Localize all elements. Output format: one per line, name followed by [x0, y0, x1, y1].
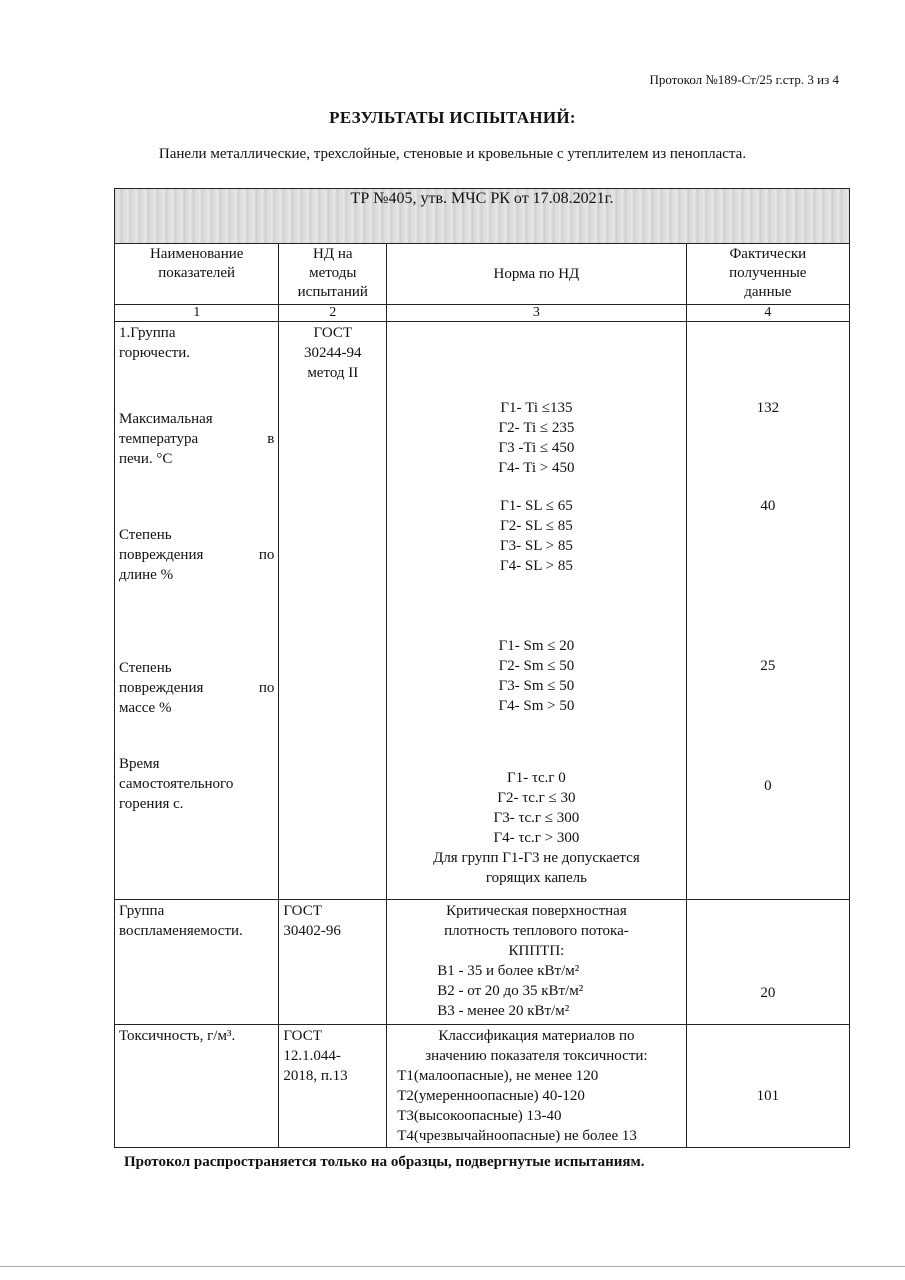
norm-heading-line: Критическая поверхностная — [446, 903, 627, 919]
column-header-method — [279, 244, 387, 305]
group-label-line: горючести. — [119, 345, 190, 361]
label-word: по — [258, 547, 275, 563]
flammability-value: 132 — [756, 400, 780, 416]
page-title: РЕЗУЛЬТАТЫ ИСПЫТАНИЙ: — [329, 108, 576, 127]
norm-line: Г3 -Ti ≤ 450 — [498, 440, 575, 456]
toxicity-value-cell — [686, 1025, 849, 1148]
page-subtitle: Панели металлические, трехслойные, стеновые и кровельные с утеплителем из пенопласта. — [158, 146, 747, 162]
ignitability-method-cell — [279, 900, 387, 1025]
method-line: ГОСТ — [283, 1028, 322, 1044]
column-number: 4 — [686, 305, 849, 322]
method-line: 30402-96 — [283, 923, 341, 939]
column-header-line: Норма по НД — [493, 265, 580, 282]
column-header-line: Наименование — [149, 246, 244, 262]
label-line: печи. °С — [119, 451, 173, 467]
norm-line: Т2(умеренноопасные) 40-120 — [397, 1088, 585, 1104]
norm-line: Г4- τс.г > 300 — [493, 830, 580, 846]
column-header-line: испытаний — [297, 284, 368, 300]
flammability-param-label — [119, 525, 274, 585]
method-line: 12.1.044- — [283, 1048, 341, 1064]
norm-heading-line: значению показателя токсичности: — [425, 1048, 648, 1064]
label-line: Степень — [119, 660, 172, 676]
label-line — [119, 429, 274, 449]
norm-line: Г3- Sm ≤ 50 — [498, 678, 575, 694]
flammability-norms — [391, 636, 681, 716]
norm-line: Г3- SL > 85 — [500, 538, 573, 554]
label-line: горения с. — [119, 796, 184, 812]
column-header-norm — [387, 244, 686, 305]
norm-line: Г4- SL > 85 — [500, 558, 573, 574]
column-header-actual — [686, 244, 849, 305]
norm-line: В1 - 35 и более кВт/м² — [437, 963, 580, 979]
column-header-line: показателей — [158, 265, 236, 281]
ignitability-norms — [391, 961, 681, 1021]
flammability-method-cell — [279, 322, 387, 900]
flammability-value: 25 — [760, 658, 776, 674]
flammability-values-cell — [686, 322, 849, 900]
label-line: Группа — [119, 903, 165, 919]
toxicity-value: 101 — [756, 1088, 780, 1104]
flammability-param-label — [119, 658, 274, 718]
norm-line: горящих капель — [485, 870, 587, 886]
norm-line: Г1- Sm ≤ 20 — [498, 638, 575, 654]
flammability-norms — [391, 768, 681, 888]
table-row-flammability — [115, 322, 850, 900]
label-line: самостоятельного — [119, 776, 234, 792]
label-word: повреждения — [119, 680, 204, 696]
norm-line: Г1- τс.г 0 — [507, 770, 566, 786]
norm-line: В2 - от 20 до 35 кВт/м² — [437, 983, 584, 999]
ignitability-norm-heading — [391, 901, 681, 961]
toxicity-method — [283, 1026, 382, 1086]
norm-line: Г2- Sm ≤ 50 — [498, 658, 575, 674]
flammability-method — [283, 323, 382, 383]
table-tr-header-row — [115, 189, 850, 244]
column-number: 2 — [279, 305, 387, 322]
label-line — [119, 678, 274, 698]
column-number: 1 — [115, 305, 279, 322]
column-number: 3 — [387, 305, 686, 322]
results-table — [114, 188, 850, 1148]
column-header-line: данные — [744, 284, 792, 300]
norm-line: Для групп Г1-Г3 не допускается — [433, 850, 640, 866]
norm-line: Г2- τс.г ≤ 30 — [497, 790, 576, 806]
label-line — [119, 545, 274, 565]
toxicity-norm-heading — [391, 1026, 681, 1066]
norm-line: Г2- Ti ≤ 235 — [498, 420, 575, 436]
column-number-row — [115, 305, 850, 322]
label-line: массе % — [119, 700, 172, 716]
label-word: по — [258, 680, 275, 696]
column-header-line: Фактически — [729, 246, 807, 262]
ignitability-value: 20 — [760, 985, 776, 1001]
norm-line: Т1(малоопасные), не менее 120 — [397, 1068, 599, 1084]
method-line: 2018, п.13 — [283, 1068, 348, 1084]
norm-line: Г1- Ti ≤135 — [500, 400, 573, 416]
label-word: повреждения — [119, 547, 204, 563]
column-header-row — [115, 244, 850, 305]
column-header-name — [115, 244, 279, 305]
label-word: в — [267, 431, 275, 447]
label-line: Время — [119, 756, 160, 772]
flammability-value: 40 — [760, 498, 776, 514]
norm-line: Т4(чрезвычайноопасные) не более 13 — [397, 1128, 637, 1144]
flammability-param-label — [119, 754, 274, 814]
flammability-norms — [391, 398, 681, 478]
toxicity-norms-cell — [387, 1025, 686, 1148]
toxicity-label-cell — [115, 1025, 279, 1148]
toxicity-norms — [391, 1066, 681, 1146]
column-header-line: методы — [309, 265, 357, 281]
flammability-labels-cell — [115, 322, 279, 900]
norm-line: В3 - менее 20 кВт/м² — [437, 1003, 570, 1019]
label-line: воспламеняемости. — [119, 923, 243, 939]
ignitability-label-cell — [115, 900, 279, 1025]
method-line: ГОСТ — [283, 903, 322, 919]
norm-line: Г4- Sm > 50 — [498, 698, 575, 714]
ignitability-label — [119, 901, 274, 941]
page-bottom-edge — [0, 1266, 905, 1267]
norm-line: Г1- SL ≤ 65 — [500, 498, 573, 514]
norm-line: Т3(высокоопасные) 13-40 — [397, 1108, 562, 1124]
flammability-norms — [391, 496, 681, 576]
column-header-line: НД на — [313, 246, 353, 262]
protocol-footer-note: Протокол распространяется только на образцы, подвергнутые испытаниям. — [124, 1154, 645, 1170]
group-label-line: 1.Группа — [119, 325, 176, 341]
label-line: длине % — [119, 567, 174, 583]
flammability-norms-cell — [387, 322, 686, 900]
method-line: ГОСТ — [313, 325, 353, 341]
method-line: метод II — [307, 365, 359, 381]
table-row-ignitability — [115, 900, 850, 1025]
tr-header-cell: ТР №405, утв. МЧС РК от 17.08.2021г. — [115, 189, 850, 244]
ignitability-method — [283, 901, 382, 941]
label-line: Максимальная — [119, 411, 213, 427]
norm-heading-line: КППТП: — [508, 943, 565, 959]
flammability-param-label — [119, 409, 274, 469]
table-row-toxicity — [115, 1025, 850, 1148]
norm-heading-line: плотность теплового потока- — [444, 923, 629, 939]
column-header-line: полученные — [729, 265, 807, 281]
protocol-header: Протокол №189-Ст/25 г.стр. 3 из 4 — [649, 72, 839, 87]
label-word: температура — [119, 431, 199, 447]
label-line: Степень — [119, 527, 172, 543]
ignitability-value-cell — [686, 900, 849, 1025]
ignitability-norms-cell — [387, 900, 686, 1025]
norm-line: Г3- τс.г ≤ 300 — [493, 810, 580, 826]
flammability-group-label — [119, 323, 274, 363]
toxicity-label: Токсичность, г/м³. — [119, 1028, 236, 1044]
toxicity-method-cell — [279, 1025, 387, 1148]
method-line: 30244-94 — [304, 345, 362, 361]
norm-heading-line: Классификация материалов по — [438, 1028, 635, 1044]
results-table-wrapper — [114, 188, 850, 1148]
flammability-value: 0 — [764, 778, 772, 794]
norm-line: Г4- Ti > 450 — [498, 460, 575, 476]
norm-line: Г2- SL ≤ 85 — [500, 518, 573, 534]
